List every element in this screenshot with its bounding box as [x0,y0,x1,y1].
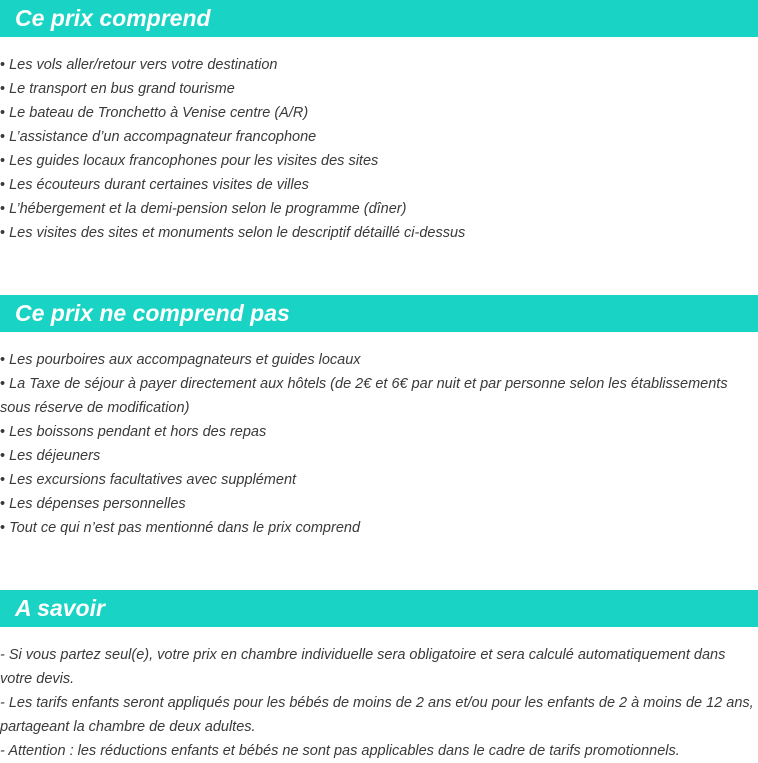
bullet-icon: • [0,81,6,97]
list-item [0,372,758,420]
list-item [0,420,758,444]
bullet-icon: • [0,472,6,488]
list-item [0,173,758,197]
list-item-text: Les guides locaux francophones pour les visites des sites [9,153,379,169]
list-item [0,53,758,77]
section-header-excluded [0,295,758,332]
list-item [0,348,758,372]
section-title-excluded: Ce prix ne comprend pas [15,300,290,326]
list-item-text: La Taxe de séjour à payer directement aux hôtels (de 2€ et 6€ par nuit et par personne selon les établissements sous réserve de modification) [0,376,728,416]
list-item-text: Les excursions facultatives avec supplément [9,472,297,488]
bullet-icon: • [0,129,6,145]
list-item-text: Tout ce qui n’est pas mentionné dans le prix comprend [9,520,361,536]
list-item-text: Les boissons pendant et hors des repas [9,424,267,440]
list-item-text: Les écouteurs durant certaines visites de villes [9,177,309,193]
bullet-icon: • [0,448,6,464]
list-item [0,197,758,221]
excluded-list [0,348,758,540]
info-paragraph: - Les tarifs enfants seront appliqués pour les bébés de moins de 2 ans et/ou pour les enfants de 2 à moins de 12 ans, partageant la chambre de deux adultes. [0,695,754,735]
list-item-text: Les visites des sites et monuments selon le descriptif détaillé ci-dessus [9,225,466,241]
bullet-icon: • [0,57,6,73]
list-item-text: Le transport en bus grand tourisme [9,81,235,97]
list-item-text: Les pourboires aux accompagnateurs et guides locaux [9,352,361,368]
included-list [0,53,758,245]
bullet-icon: • [0,153,6,169]
list-item [0,468,758,492]
list-item [0,516,758,540]
list-item [0,444,758,468]
list-item-text: L’hébergement et la demi-pension selon le programme (dîner) [9,201,407,217]
bullet-icon: • [0,496,6,512]
section-title-good-to-know: A savoir [15,595,105,621]
list-item-text: Les dépenses personnelles [9,496,186,512]
bullet-icon: • [0,105,6,121]
info-paragraph: - Attention : les réductions enfants et bébés ne sont pas applicables dans le cadre de tarifs promotionnels. [0,743,680,759]
list-item [0,101,758,125]
section-title-included: Ce prix comprend [15,5,211,31]
list-item-text: Les déjeuners [9,448,101,464]
bullet-icon: • [0,225,6,241]
section-included [0,0,758,245]
bullet-icon: • [0,520,6,536]
list-item [0,492,758,516]
section-header-good-to-know [0,590,758,627]
bullet-icon: • [0,376,6,392]
list-item [0,125,758,149]
section-header-included [0,0,758,37]
section-good-to-know [0,590,758,763]
bullet-icon: • [0,177,6,193]
list-item-text: L’assistance d’un accompagnateur francophone [9,129,317,145]
list-item-text: Le bateau de Tronchetto à Venise centre (A/R) [9,105,309,121]
list-item [0,77,758,101]
good-to-know-text [0,643,758,763]
list-item-text: Les vols aller/retour vers votre destination [9,57,278,73]
list-item [0,221,758,245]
list-item [0,149,758,173]
bullet-icon: • [0,201,6,217]
section-excluded [0,295,758,540]
bullet-icon: • [0,352,6,368]
bullet-icon: • [0,424,6,440]
info-paragraph: - Si vous partez seul(e), votre prix en chambre individuelle sera obligatoire et sera calculé automatiquement dans votre devis. [0,647,726,687]
